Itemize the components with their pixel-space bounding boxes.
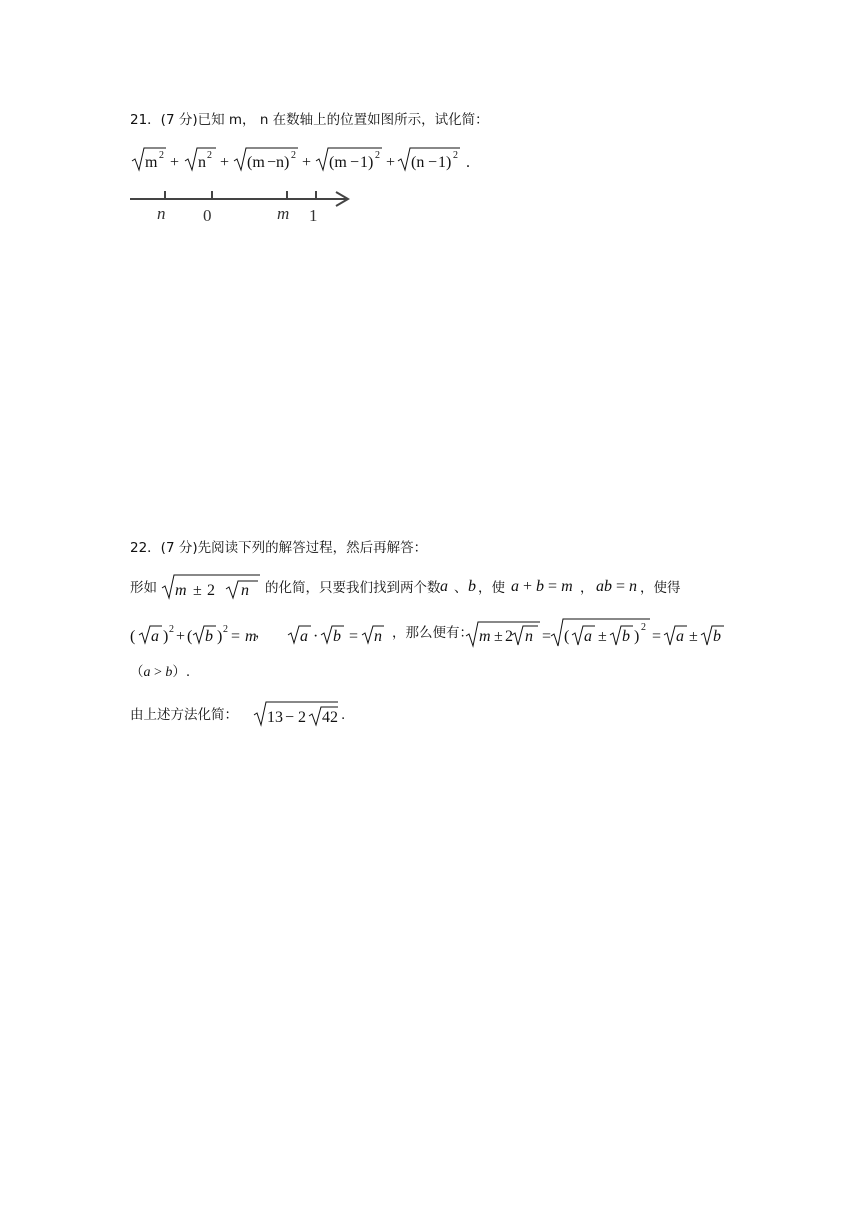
svg-text:2: 2 [298, 709, 306, 726]
svg-text:+: + [220, 154, 230, 171]
svg-text:−: − [285, 709, 295, 726]
label-m: m [277, 204, 290, 223]
q22-formula-sqrt-m-pm-2sqrt-n [160, 572, 264, 602]
svg-text:a: a [584, 628, 592, 645]
svg-text:2: 2 [291, 150, 296, 161]
svg-text:2: 2 [207, 582, 215, 599]
svg-text:n: n [374, 628, 382, 645]
svg-text:1): 1) [438, 154, 452, 171]
svg-text:2: 2 [223, 624, 228, 635]
svg-text:±: ± [689, 628, 698, 645]
svg-text:b: b [333, 628, 341, 645]
q22-sep3: ， [580, 580, 594, 596]
svg-text:+: + [302, 154, 312, 171]
svg-text:(m: (m [247, 154, 265, 171]
svg-text:): ) [634, 628, 640, 645]
svg-text:2: 2 [505, 628, 513, 645]
svg-text:+: + [170, 154, 180, 171]
svg-text:(n: (n [411, 154, 425, 171]
q22-intro-a: 形如 [130, 580, 157, 596]
svg-text:): ) [163, 628, 169, 645]
svg-text:n: n [198, 154, 206, 171]
q22-line3-then: ，那么便有： [392, 625, 473, 641]
svg-text:±: ± [598, 628, 607, 645]
svg-text:n: n [525, 628, 533, 645]
q21-header: 21．(7 分)已知 m， n 在数轴上的位置如图所示，试化简： [130, 112, 489, 128]
svg-text:+: + [176, 628, 186, 645]
svg-text:1): 1) [360, 154, 374, 171]
svg-text:(: ( [187, 628, 193, 645]
label-1: 1 [309, 206, 318, 225]
svg-text:n: n [241, 582, 249, 599]
svg-text:±: ± [193, 582, 202, 599]
number-line [128, 188, 358, 228]
svg-text:±: ± [494, 628, 503, 645]
svg-text:−: − [350, 154, 360, 171]
svg-text:(: ( [130, 628, 136, 645]
q22-task: 由上述方法化简： [130, 707, 238, 723]
svg-text:2: 2 [169, 624, 174, 635]
svg-text:−: − [267, 154, 277, 171]
svg-text:·: · [313, 628, 319, 645]
svg-text:−: − [428, 154, 438, 171]
q22-header: 22．(7 分)先阅读下列的解答过程，然后再解答： [130, 540, 428, 556]
svg-text:2: 2 [375, 150, 380, 161]
q22-sep2: ，使 [478, 580, 505, 596]
q22-line3-sep: ， [255, 625, 269, 641]
q22-sep1: 、 [454, 580, 468, 596]
svg-text:=: = [231, 628, 241, 645]
svg-text:2: 2 [641, 622, 646, 633]
svg-text:a: a [300, 628, 308, 645]
q21-expression [130, 143, 490, 177]
label-n: n [157, 204, 166, 223]
svg-text:13: 13 [267, 709, 283, 726]
svg-text:m: m [479, 628, 491, 645]
svg-text:m: m [145, 154, 158, 171]
q22-intro-b: 的化简，只要我们找到两个数 [265, 580, 441, 596]
svg-text:m: m [175, 582, 187, 599]
svg-text:+: + [386, 154, 396, 171]
q22-sep4: ，使得 [640, 580, 681, 596]
svg-text:n): n) [276, 154, 290, 171]
svg-text:b: b [622, 628, 630, 645]
svg-text:=: = [349, 628, 359, 645]
svg-text:a: a [676, 628, 684, 645]
label-0: 0 [203, 206, 212, 225]
q22-task-end: . [341, 707, 346, 723]
svg-text:m: m [245, 628, 257, 645]
svg-text:=: = [542, 628, 552, 645]
svg-text:a: a [151, 628, 159, 645]
svg-text:2: 2 [207, 150, 212, 161]
svg-text:2: 2 [159, 150, 164, 161]
svg-text:(m: (m [329, 154, 347, 171]
svg-text:=: = [652, 628, 662, 645]
svg-text:2: 2 [453, 150, 458, 161]
svg-text:): ) [217, 628, 223, 645]
q22-task-expression [252, 699, 352, 729]
var-a: a [440, 578, 448, 595]
eq-a-plus-b: a + b = m [511, 578, 573, 595]
svg-text:b: b [713, 628, 721, 645]
var-b: b [468, 578, 476, 595]
svg-text:42: 42 [322, 709, 338, 726]
q22-condition: （a > b）. [130, 664, 191, 680]
eq-ab: ab = n [596, 578, 638, 595]
svg-text:b: b [205, 628, 213, 645]
svg-text:(: ( [564, 628, 570, 645]
svg-text:.: . [466, 154, 470, 171]
